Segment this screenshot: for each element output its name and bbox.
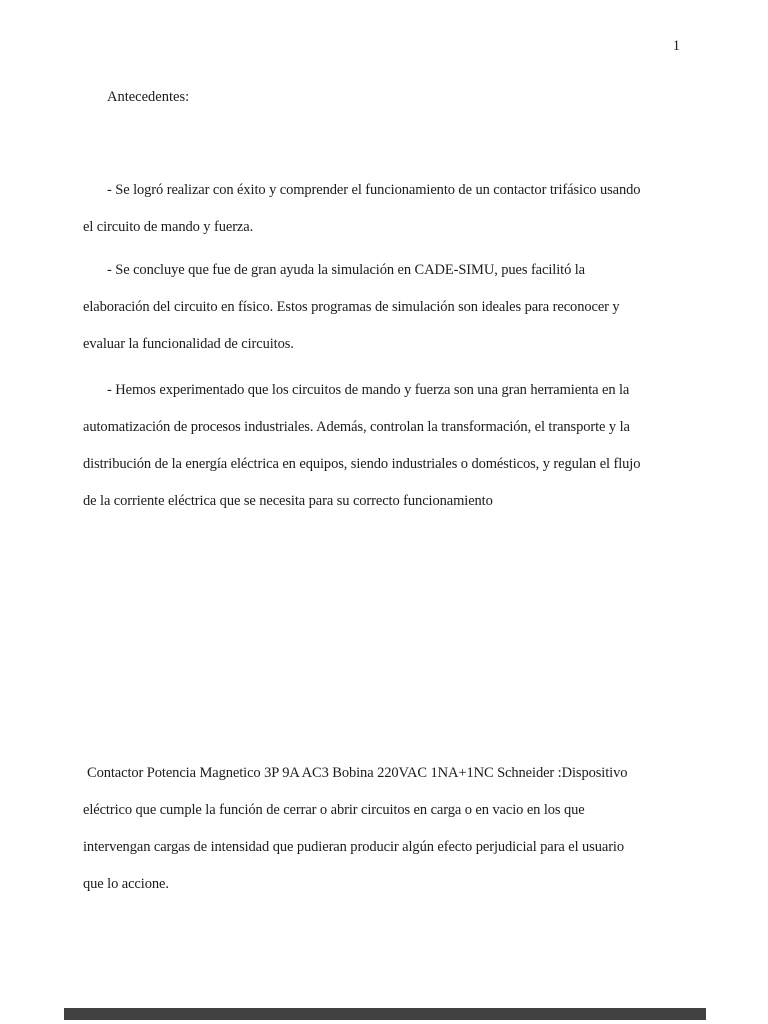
text-line: elaboración del circuito en físico. Estos programas de simulación son ideales para reconocer y: [83, 299, 620, 315]
text-line: - Hemos experimentado que los circuitos de mando y fuerza son una gran herramienta en la: [107, 382, 630, 398]
text-line: automatización de procesos industriales. Además, controlan la transformación, el transporte y la: [83, 419, 630, 435]
text-line: intervengan cargas de intensidad que pudieran producir algún efecto perjudicial para el usuario: [83, 839, 625, 855]
text-line: Contactor Potencia Magnetico 3P 9A AC3 Bobina 220VAC 1NA+1NC Schneider :Dispositivo: [87, 765, 628, 781]
text-line: - Se logró realizar con éxito y comprender el funcionamiento de un contactor trifásico usando: [107, 182, 641, 198]
next-page-edge: [64, 1008, 706, 1020]
paragraph-conclusion-2: [83, 252, 728, 363]
text-line: - Se concluye que fue de gran ayuda la simulación en CADE-SIMU, pues facilitó la: [107, 262, 586, 278]
paragraph-conclusion-1: [83, 172, 728, 246]
text-line: el circuito de mando y fuerza.: [83, 219, 254, 235]
text-line: distribución de la energía eléctrica en equipos, siendo industriales o domésticos, y regulan el flujo: [83, 456, 641, 472]
text-line: eléctrico que cumple la función de cerrar o abrir circuitos en carga o en vacio en los que: [83, 802, 585, 818]
text-line: evaluar la funcionalidad de circuitos.: [83, 336, 294, 352]
text-line: de la corriente eléctrica que se necesita para su correcto funcionamiento: [83, 493, 493, 509]
section-heading: Antecedentes:: [107, 89, 190, 105]
page-number: 1: [672, 38, 680, 54]
text-line: que lo accione.: [83, 876, 169, 892]
paragraph-conclusion-3: [83, 372, 728, 520]
paragraph-contactor-description: [83, 755, 728, 903]
